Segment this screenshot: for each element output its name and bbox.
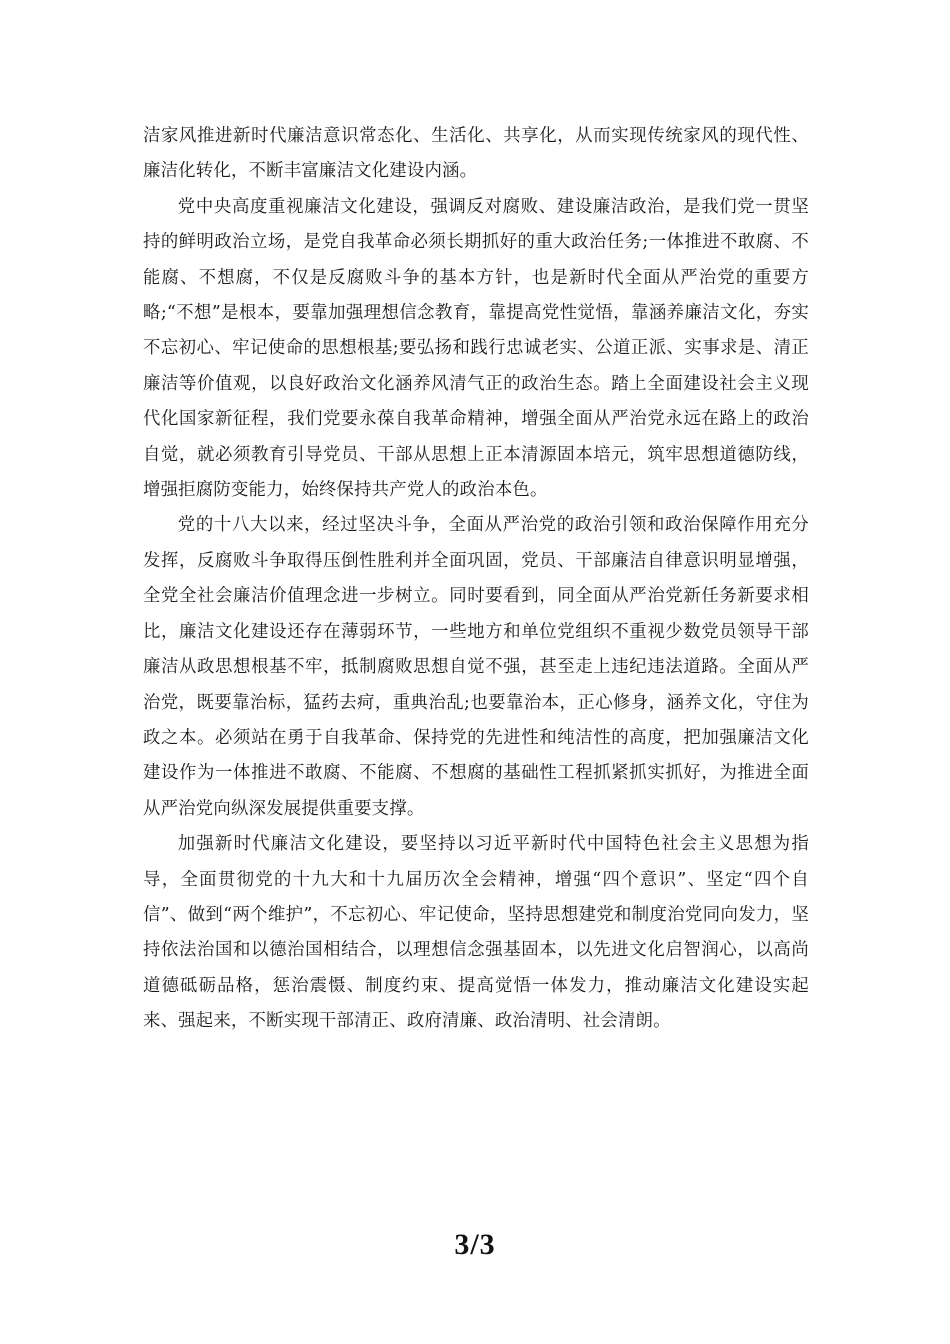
body-text: [143, 119, 809, 1040]
paragraph-central-committee: 党中央高度重视廉洁文化建设，强调反对腐败、建设廉洁政治，是我们党一贯坚持的鲜明政治立场，是党自我革命必须长期抓好的重大政治任务;一体推进不敢腐、不能腐、不想腐，不仅是反腐败斗争的基本方针，也是新时代全面从严治党的重要方略;“不想”是根本，要靠加强理想信念教育，靠提高党性觉悟，靠涵养廉洁文化，夯实不忘初心、牢记使命的思想根基;要弘扬和践行忠诚老实、公道正派、实事求是、清正廉洁等价值观，以良好政治文化涵养风清气正的政治生态。踏上全面建设社会主义现代化国家新征程，我们党要永葆自我革命精神，增强全面从严治党永远在路上的政治自觉，就必须教育引导党员、干部从思想上正本清源固本培元，筑牢思想道德防线，增强拒腐防变能力，始终保持共产党人的政治本色。: [143, 196, 809, 501]
paragraph-continuation: 洁家风推进新时代廉洁意识常态化、生活化、共享化，从而实现传统家风的现代性、廉洁化转化，不断丰富廉洁文化建设内涵。: [143, 126, 809, 182]
page-number: 3/3: [454, 1228, 496, 1261]
paragraph-strengthen-integrity-culture: 加强新时代廉洁文化建设，要坚持以习近平新时代中国特色社会主义思想为指导，全面贯彻党的十九大和十九届历次全会精神，增强“四个意识”、坚定“四个自信”、做到“两个维护”，不忘初心、牢记使命，坚持思想建党和制度治党同向发力，坚持依法治国和以德治国相结合，以理想信念强基固本，以先进文化启智润心，以高尚道德砥砺品格，惩治震慑、制度约束、提高觉悟一体发力，推动廉洁文化建设实起来、强起来，不断实现干部清正、政府清廉、政治清明、社会清朗。: [143, 834, 809, 1032]
paragraph-since-18th-congress: 党的十八大以来，经过坚决斗争，全面从严治党的政治引领和政治保障作用充分发挥，反腐败斗争取得压倒性胜利并全面巩固，党员、干部廉洁自律意识明显增强，全党全社会廉洁价值理念进一步树立。同时要看到，同全面从严治党新任务新要求相比，廉洁文化建设还存在薄弱环节，一些地方和单位党组织不重视少数党员领导干部廉洁从政思想根基不牢，抵制腐败思想自觉不强，甚至走上违纪违法道路。全面从严治党，既要靠治标，猛药去疴，重典治乱;也要靠治本，正心修身，涵养文化，守住为政之本。必须站在勇于自我革命、保持党的先进性和纯洁性的高度，把加强廉洁文化建设作为一体推进不敢腐、不能腐、不想腐的基础性工程抓紧抓实抓好，为推进全面从严治党向纵深发展提供重要支撑。: [143, 515, 809, 819]
